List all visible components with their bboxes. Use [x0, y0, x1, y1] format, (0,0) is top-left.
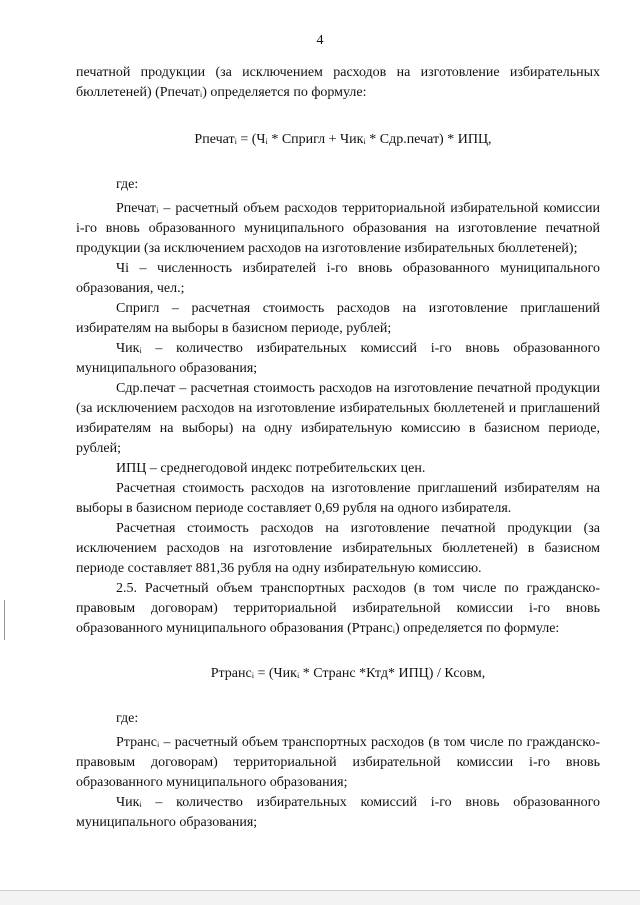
where-label: где:	[116, 177, 139, 192]
definition-chik: Чикᵢ – количество избирательных комиссий i-го вновь образованного муниципального образования;	[76, 341, 600, 376]
definition-ipc: ИПЦ – среднегодовой индекс потребительских цен.	[116, 461, 426, 476]
section-2-5-paragraph: 2.5. Расчетный объем транспортных расходов (в том числе по гражданско-правовым договорам) территориальной избирательной комиссии i-го вновь образованного муниципального образования (Ртрансᵢ) определяется по формуле:	[76, 581, 600, 636]
scan-bottom-band	[0, 890, 640, 905]
definition-rpechat: Рпечатᵢ – расчетный объем расходов территориальной избирательной комиссии i-го вновь образованного муниципального образования на изготовление печатной продукции (за исключением расходов на изготовление избирательных бюллетеней);	[76, 201, 600, 256]
formula-transport-costs: Ртрансᵢ = (Чикᵢ * Странс *Ктд* ИПЦ) / Ксовм,	[210, 666, 486, 681]
definition-chik-2: Чикᵢ – количество избирательных комиссий i-го вновь образованного муниципального образования;	[76, 795, 600, 830]
printing-cost-paragraph: Расчетная стоимость расходов на изготовление печатной продукции (за исключением расходов на изготовление избирательных бюллетеней) в базисном периоде составляет 881,36 рубля на одну избирательную комиссию.	[76, 521, 600, 576]
definition-rtrans: Ртрансᵢ – расчетный объем транспортных расходов (в том числе по гражданско-правовым договорам) территориальной избирательной комиссии i-го вновь образованного муниципального образования;	[76, 735, 600, 790]
definition-sprigl: Спригл – расчетная стоимость расходов на изготовление приглашений избирателям на выборы в базисном периоде, рублей;	[76, 301, 600, 336]
invitation-cost-paragraph: Расчетная стоимость расходов на изготовление приглашений избирателям на выборы в базисном периоде составляет 0,69 рубля на одного избирателя.	[76, 481, 600, 516]
scan-edge-mark	[4, 600, 5, 640]
intro-paragraph: печатной продукции (за исключением расходов на изготовление избирательных бюллетеней) (Рпечатᵢ) определяется по формуле:	[76, 65, 600, 100]
definition-chi: Чi – численность избирателей i-го вновь образованного муниципального образования, чел.;	[76, 261, 600, 296]
page-number: 4	[316, 33, 324, 48]
where-label-2: где:	[116, 711, 139, 726]
formula-printing-costs: Рпечатᵢ = (Чᵢ * Спригл + Чикᵢ * Сдр.печат) * ИПЦ,	[194, 132, 492, 147]
document-body	[76, 63, 600, 833]
definition-sdr-pechat: Сдр.печат – расчетная стоимость расходов на изготовление печатной продукции (за исключением расходов на изготовление избирательных бюллетеней и приглашений избирателям на выборы) на одну избирательную комиссию в базисном периоде, рублей;	[76, 381, 600, 456]
